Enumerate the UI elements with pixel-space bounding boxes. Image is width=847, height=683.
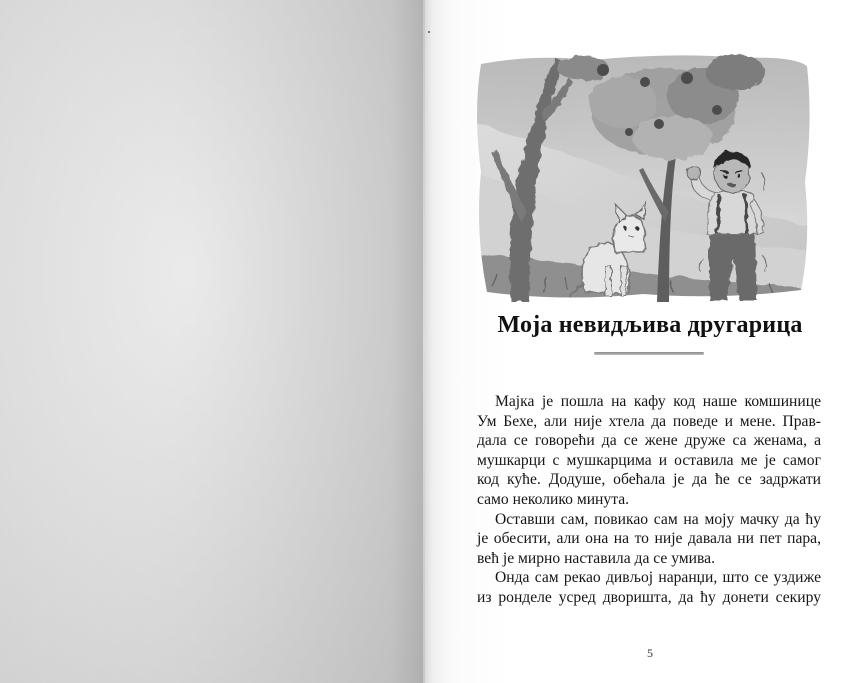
text-line: Ум Бехе, али није хтела да поведе и мене. Прав-	[477, 412, 821, 430]
text-line: Мајка је пошла на кафу код наше комшинице	[495, 393, 821, 410]
print-speck	[428, 31, 430, 33]
text-line: Онда сам рекао дивљој наранџи, што се уздиже	[495, 569, 821, 587]
text-line: је обесити, али она на то није давала ни пет пара,	[477, 530, 821, 548]
text-line: дала се говорећи да се жене друже са женама, а	[477, 432, 821, 450]
chapter-title: Моја невидљива другарица	[497, 312, 803, 338]
page-number: 5	[647, 646, 653, 660]
illustration-graphic	[473, 52, 813, 302]
text-line: из ронделе усред дворишта, да ћу донети секиру	[477, 588, 821, 606]
title-underline	[594, 352, 704, 355]
body-text	[477, 392, 821, 608]
text-line: већ је мирно наставила да се умива.	[477, 549, 715, 567]
text-line: Оставши сам, повикао сам на моју мачку да ћу	[495, 510, 821, 528]
book-gutter	[423, 0, 425, 683]
text-line: мушкарци с мушкарцима и оставила ме је самог	[477, 451, 821, 469]
text-line: код куће. Додуше, обећала је да ће се задржати	[477, 471, 821, 489]
text-line: само неколико минута.	[477, 490, 630, 508]
chapter-illustration	[473, 52, 813, 302]
